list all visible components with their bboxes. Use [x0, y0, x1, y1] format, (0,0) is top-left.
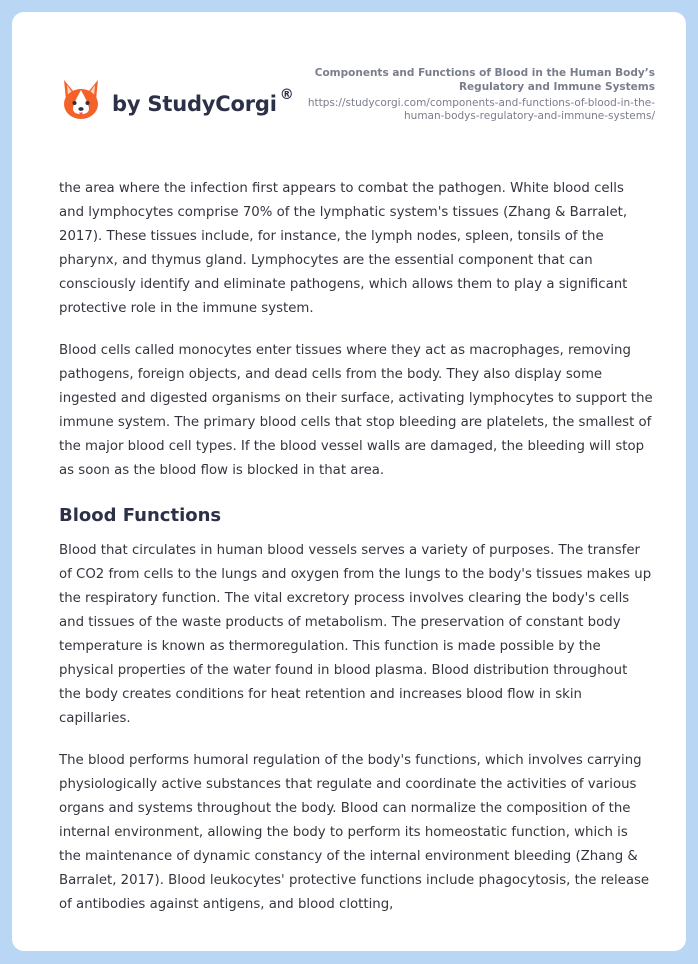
document-meta: [295, 66, 655, 123]
registered-mark: ®: [279, 87, 294, 103]
paragraph-2: Blood cells called monocytes enter tissues where they act as macrophages, removing pathogens, foreign objects, and dead cells from the body. They also display some ingested and digested organisms on their surface, activating lymphocytes to support the immune system. The primary blood cells that stop bleeding are platelets, the smallest of the major blood cell types. If the blood vessel walls are damaged, the bleeding will stop as soon as the blood flow is blocked in that area.: [59, 343, 653, 478]
document-page: [12, 12, 686, 951]
section-heading-blood-functions: Blood Functions: [59, 505, 222, 526]
studycorgi-logo[interactable]: [60, 76, 294, 122]
paragraph-3: Blood that circulates in human blood vessels serves a variety of purposes. The transfer of CO2 from cells to the lungs and oxygen from the lungs to the body's tissues makes up the respiratory function. The vital excretory process involves clearing the body's cells and tissues of the waste products of metabolism. The preservation of constant body temperature is known as thermoregulation. This function is made possible by the physical properties of the water found in blood plasma. Blood distribution throughout the body creates conditions for heat retention and increases blood flow in skin capillaries.: [59, 543, 652, 726]
document-body: [59, 177, 653, 935]
document-title: Components and Functions of Blood in the Human Body’s Regulatory and Immune Systems: [314, 67, 655, 93]
corgi-logo-icon: [60, 76, 102, 122]
paragraph-4: The blood performs humoral regulation of the body's functions, which involves carrying physiologically active substances that regulate and coordinate the activities of various organs and systems throughout the body. Blood can normalize the composition of the internal environment, allowing the body to perform its homeostatic function, which is the maintenance of dynamic constancy of the internal environment bleeding (Zhang & Barralet, 2017). Blood leukocytes' protective functions include phagocytosis, the release of antibodies against antigens, and blood clotting,: [59, 753, 650, 912]
brand-name: by StudyCorgi ®: [112, 87, 294, 116]
document-url[interactable]: https://studycorgi.com/components-and-functions-of-blood-in-the-human-bodys-regulatory-and-immune-systems/: [307, 97, 655, 122]
paragraph-1: the area where the infection first appears to combat the pathogen. White blood cells and lymphocytes comprise 70% of the lymphatic system's tissues (Zhang & Barralet, 2017). These tissues include, for instance, the lymph nodes, spleen, tonsils of the pharynx, and thymus gland. Lymphocytes are the essential component that can consciously identify and eliminate pathogens, which allows them to play a significant protective role in the immune system.: [59, 181, 628, 316]
